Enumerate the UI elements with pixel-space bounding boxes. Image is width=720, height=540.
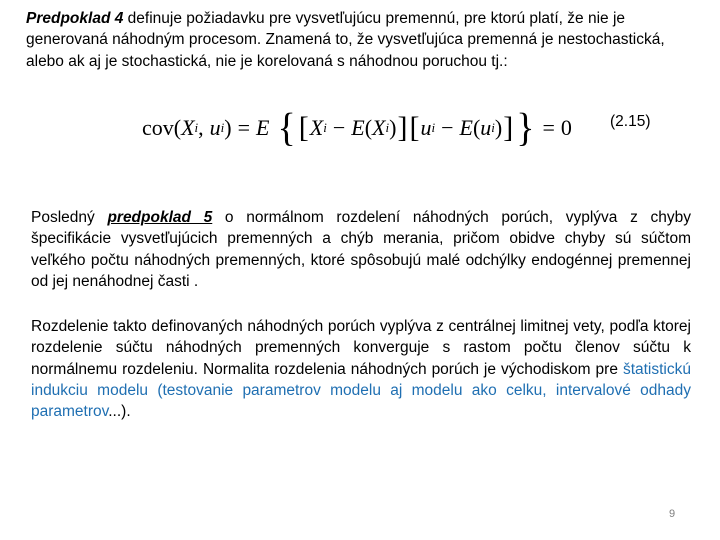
paragraph-distribution	[31, 316, 691, 422]
equation-number: (2.15)	[610, 113, 651, 130]
eq-x: X	[309, 115, 324, 140]
paragraph-text: o normálnom rozdelení náhodných porúch, vyplýva z chyby špecifikácie vysvetľujúcich premenných a chýb merania, pričom obidve chyby sú súčtom veľkého počtu náhodných premenných, ktoré spôsobujú malé odchýlky endogénnej premennej od jej nenáhodnej časti .	[31, 209, 691, 290]
statistical-induction-link[interactable]: štatistickú indukciu modelu (testovanie parametrov modelu aj modelu ako celku, intervalové odhady parametrov	[31, 360, 691, 421]
eq-equals: =	[542, 115, 555, 140]
paragraph-text: Rozdelenie takto definovaných náhodných porúch vyplýva z centrálnej limitnej vety, podľa ktorej rozdelenie súčtu náhodných premenných konverguje s rastom počtu členov súčtu k normálnemu rozdeleniu. Normalita rozdelenia náhodných porúch je východiskom pre	[31, 318, 691, 378]
assumption-4-term: Predpoklad 4	[26, 10, 124, 27]
eq-sub-i: i	[491, 120, 495, 135]
eq-u: u	[480, 115, 492, 140]
eq-sub-i: i	[323, 120, 327, 135]
eq-sub-i: i	[194, 120, 199, 135]
eq-expectation: E	[256, 115, 270, 140]
eq-sub-i: i	[220, 120, 225, 135]
paragraph-assumption-5	[31, 207, 691, 292]
paragraph-text: definuje požiadavku pre vysvetľujúcu premennú, pre ktorú platí, že nie je generovaná náhodným procesom. Znamená to, že vysvetľujúca premenná je nestochastická, alebo ak aj je stochastická, nie je korelovaná s náhodnou poruchou tj.:	[26, 10, 665, 70]
eq-x: X	[372, 115, 386, 140]
eq-u: u	[209, 115, 221, 140]
eq-equals: =	[237, 115, 251, 140]
paragraph-text: Posledný	[31, 209, 108, 226]
assumption-5-term: predpoklad 5	[107, 209, 213, 226]
covariance-equation: cov ( X i , u i ) = E { [ X i − E ( X i ) ] [ u i − E ( u i ) ] } = 0	[142, 105, 572, 151]
eq-sub-i: i	[385, 120, 390, 135]
paragraph-text: ...).	[108, 403, 131, 421]
page-number: 9	[669, 508, 676, 520]
eq-cov: cov	[142, 115, 174, 140]
eq-x: X	[181, 115, 195, 140]
paragraph-assumption-4	[26, 8, 698, 72]
eq-u: u	[420, 115, 432, 140]
eq-zero: 0	[560, 115, 572, 140]
eq-sub-i: i	[431, 120, 436, 135]
eq-expectation: E	[459, 115, 473, 140]
eq-expectation: E	[351, 115, 365, 140]
